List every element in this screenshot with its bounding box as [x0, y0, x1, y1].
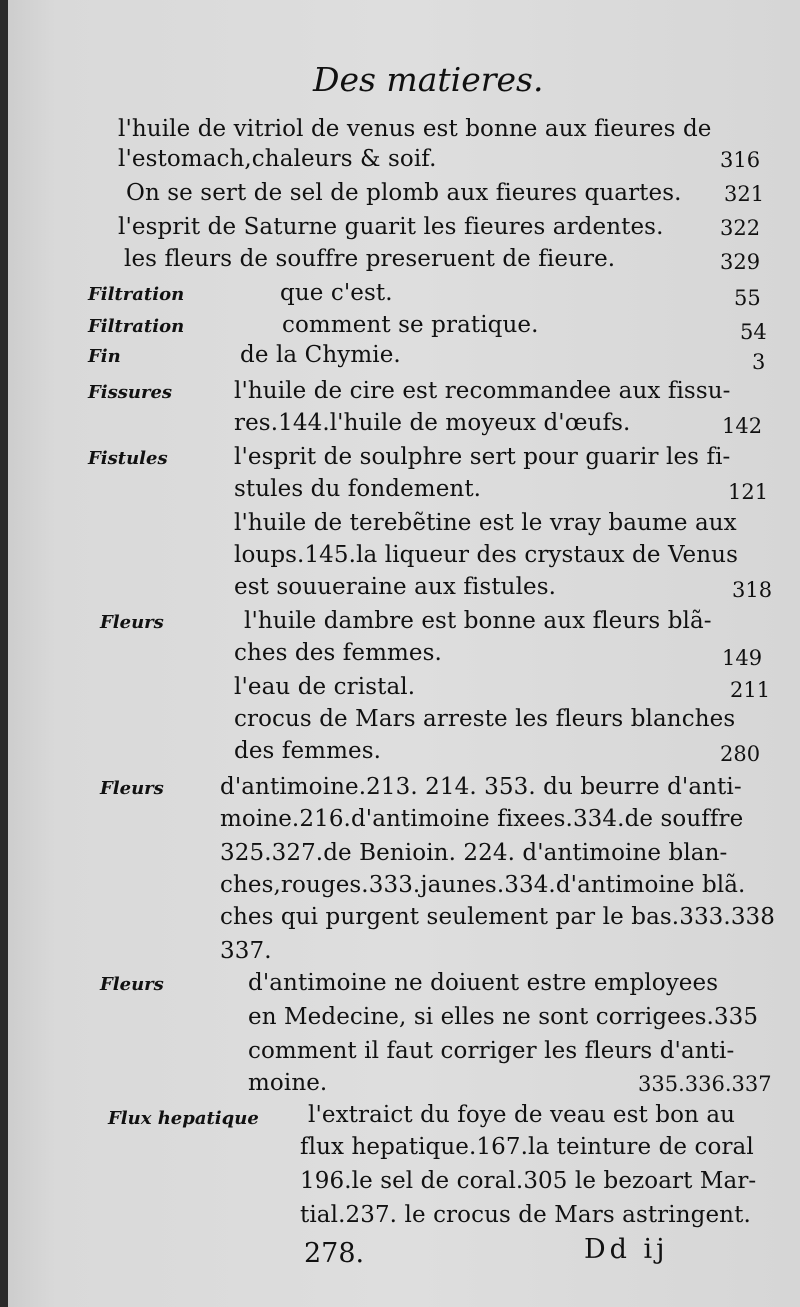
- page-ref: 335.336.337: [638, 1072, 772, 1096]
- page-ref: 329: [720, 250, 761, 274]
- entry-line: ches des femmes.: [234, 640, 442, 666]
- page-ref: 316: [720, 148, 761, 172]
- entry-line: tial.237. le crocus de Mars astringent.: [300, 1202, 751, 1228]
- entry-line: l'huile de terebẽtine est le vray baume aux: [234, 510, 737, 536]
- entry-line: de la Chymie.: [240, 342, 401, 368]
- entry-line: l'esprit de soulphre sert pour guarir les fi-: [234, 444, 731, 470]
- index-term: Filtration: [88, 284, 185, 305]
- entry-line: ches qui purgent seulement par le bas.333.338: [220, 904, 776, 930]
- book-page: [8, 0, 800, 1307]
- entry-line: moine.216.d'antimoine fixees.334.de souffre: [220, 806, 744, 832]
- page-ref: 142: [722, 414, 763, 438]
- entry-line: res.144.l'huile de moyeux d'œufs.: [234, 410, 631, 436]
- entry-line: flux hepatique.167.la teinture de coral: [300, 1134, 754, 1160]
- index-term: Fleurs: [100, 974, 164, 995]
- entry-line: l'esprit de Saturne guarit les fieures ardentes.: [118, 214, 664, 240]
- page-ref: 121: [728, 480, 769, 504]
- signature-mark: Dd ij: [584, 1234, 669, 1265]
- entry-line: des femmes.: [234, 738, 382, 764]
- entry-line: 196.le sel de coral.305 le bezoart Mar-: [300, 1168, 757, 1194]
- index-term: Fissures: [88, 382, 173, 403]
- page-ref: 211: [730, 678, 771, 702]
- entry-line: comment se pratique.: [282, 312, 539, 338]
- index-term: Fin: [88, 346, 121, 367]
- entry-line: 325.327.de Benioin. 224. d'antimoine blan-: [220, 840, 728, 866]
- page-ref: 318: [732, 578, 773, 602]
- entry-line: 337.: [220, 938, 272, 964]
- page-ref: 149: [722, 646, 763, 670]
- page-number: 278.: [304, 1238, 365, 1269]
- page-ref: 280: [720, 742, 761, 766]
- page-ref: 321: [724, 182, 765, 206]
- index-term: Filtration: [88, 316, 185, 337]
- index-term: Fleurs: [100, 778, 164, 799]
- entry-line: en Medecine, si elles ne sont corrigees.335: [248, 1004, 759, 1030]
- entry-line: l'extraict du foye de veau est bon au: [308, 1102, 736, 1128]
- entry-line: ches,rouges.333.jaunes.334.d'antimoine blã.: [220, 872, 746, 898]
- entry-line: d'antimoine.213. 214. 353. du beurre d'anti-: [220, 774, 742, 800]
- page-ref: 55: [734, 286, 761, 310]
- entry-line: l'estomach,chaleurs & soif.: [118, 146, 437, 172]
- entry-line: l'eau de cristal.: [234, 674, 416, 700]
- entry-line: crocus de Mars arreste les fleurs blanches: [234, 706, 736, 732]
- page-ref: 322: [720, 216, 761, 240]
- entry-line: est souueraine aux fistules.: [234, 574, 557, 600]
- page-ref: 54: [740, 320, 767, 344]
- entry-line: d'antimoine ne doiuent estre employees: [248, 970, 719, 996]
- entry-line: comment il faut corriger les fleurs d'anti-: [248, 1038, 735, 1064]
- entry-line: On se sert de sel de plomb aux fieures quartes.: [126, 180, 682, 206]
- entry-line: que c'est.: [280, 280, 393, 306]
- entry-line: stules du fondement.: [234, 476, 482, 502]
- index-term: Fistules: [88, 448, 168, 469]
- entry-line: l'huile dambre est bonne aux fleurs blã-: [244, 608, 712, 634]
- page-header: Des matieres.: [313, 60, 544, 99]
- entry-line: les fleurs de souffre preseruent de fieure.: [124, 246, 616, 272]
- entry-line: l'huile de cire est recommandee aux fissu-: [234, 378, 731, 404]
- entry-line: loups.145.la liqueur des crystaux de Venus: [234, 542, 738, 568]
- index-term: Fleurs: [100, 612, 164, 633]
- entry-line: l'huile de vitriol de venus est bonne aux fieures de: [118, 116, 712, 142]
- page-ref: 3: [752, 350, 766, 374]
- index-term: Flux hepatique: [108, 1108, 259, 1129]
- entry-line: moine.: [248, 1070, 328, 1096]
